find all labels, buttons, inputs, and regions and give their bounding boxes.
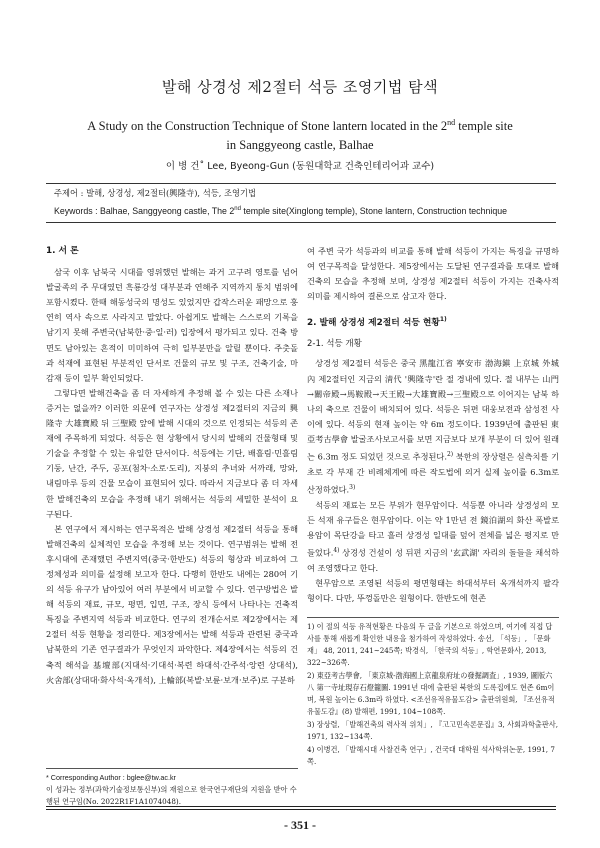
- paragraph: [307, 356, 559, 497]
- para-text: 북한의 장상렬은 실측치를 기초로 각 부재 간 비례체계에 따른 작도법에 의거 실제 높이를 6.3m로 산정하였다.: [307, 451, 559, 495]
- paragraph: [307, 498, 559, 576]
- subsection-heading-2-1: 2-1. 석등 개황: [307, 339, 362, 350]
- paragraph: 그렇다면 발해건축을 좀 더 자세하게 추정해 볼 수 있는 다른 소재나 증거는 없을까? 이러한 의문에 연구자는 상경성 제2절터의 지금의 興隆寺 大雄寶殿 뒤 三聖殿 앞에 발해 시대의 것으로 인정되는 석등의 존재에 주목하게 되었다. 석등은 현 상황에서 당시의 발해의 건물형태 및 기술을 추정할 수 있는 유일한 단서이다. 석등에는 기단, 배흘림·민흘림 기둥, 난간, 주두, 공포(첨차·소로·도리), 지붕의 추녀와 서까래, 망와, 내림마루 등의 건물 모습이 표현되어 있다. 따라서 지금보다 좀 더 자세한 발해건축의 모습을 추정해 내기 위해서는 석등의 세밀한 분석이 요구된다.: [46, 387, 298, 519]
- para-text: 상경성 건설이 성 뒤편 지금의 '玄武湖' 자리의 돌들을 채석하여 조영했다고 한다.: [307, 547, 559, 573]
- keywords-en-a: Keywords : Balhae, Sanggyeong castle, The 2: [54, 205, 235, 216]
- footer-rule: [46, 806, 556, 807]
- footnote-ref: 3): [349, 483, 356, 491]
- footnote-3: 3) 장상렬, 「발해건축의 력사적 위치」, 『고고민속론문집』3, 사회과학출판사, 1971, 132~134쪽.: [307, 720, 559, 741]
- paragraph: 여 주변 국가 석등과의 비교를 통해 발해 석등이 가지는 특징을 규명하여 연구목적을 달성한다. 제5장에서는 도달된 연구결과를 토대로 발해건축의 모습을 추정해 보며, 상경성 제2절터 석등이 가지는 건축사적 의미를 제시하여 결론으로 삼고자 한다.: [307, 246, 559, 302]
- section-heading-2: [307, 312, 559, 331]
- funding-note: 이 성과는 정부(과학기술정보통신부)의 재원으로 한국연구재단의 지원을 받아 수행된 연구임(No. 2022R1F1A1074048).: [46, 785, 297, 806]
- section-heading-intro: 1. 서 론: [46, 246, 79, 256]
- footnote-1: 1) 이 절의 석등 유적현황은 다음의 두 글을 기본으로 하였으며, 여기에 직접 답사를 통해 새롭게 확인한 내용을 첨가하여 작성하였다. 송선, 「석등」, 「문화재」 48, 2011, 241~245쪽; 박경식, 「한국의 석등」, 학연문화사, 2013, 322~326쪽.: [307, 622, 553, 667]
- title-en-line2: in Sanggyeong castle, Balhae: [226, 138, 374, 153]
- footnote-4: 4) 이병건, 「발해시대 사찰건축 연구」, 건국대 대학원 석사학위논문, 1991, 7쪽.: [307, 745, 555, 766]
- left-column: [46, 244, 298, 688]
- corresponding-author: * Corresponding Author : bglee@tw.ac.kr: [46, 773, 176, 782]
- footnote-2: 2) 東亞考古學會, 「東京城-渤海國上京龍泉府址の發掘調査」, 1939, 圖版六八 第一寺址現存石燈籠圖. 1991년 대에 출판된 북한의 도록집에도 현존 6m이며, 복원 높이는 6.3m라 하였다. <조선유적유물도감> 출판위원회, 『조선유적유물도감』(8) 발해편, 1991, 104~108쪽.: [307, 671, 555, 716]
- footnote-left: [46, 768, 298, 808]
- right-column: [307, 244, 559, 606]
- keywords-en-sup: nd: [234, 206, 241, 212]
- footnotes-right: [307, 617, 559, 769]
- footnote-ref: 2): [446, 451, 454, 459]
- section-2-title: 2. 발해 상경성 제2절터 석등 현황: [307, 318, 440, 329]
- title-en-sup: nd: [447, 118, 456, 127]
- title-en-line1-tail: temple site: [455, 119, 513, 134]
- para-text: 상경성 제2절터 석등은 중국 黑龍江省 寧安市 渤海鎭 上京城 外城 內 제2절터인 지금의 淸代 '興隆寺'란 절 경내에 있다. 절 내부는 山門→關帝殿→馬鞍殿→天王殿→大雄寶殿→三聖殿으로 이어지는 남북 하나의 축으로 건물이 배치되어 있다. 석등은 뒤편 대웅보전과 삼성전 사이에 있다. 석등의 현재 높이는 약 6m 정도이다. 1939년에 출판된 東亞考古學會 발굴조사보고서를 보면 지금보다 보개 부분이 더 있어 원래는 6.3m 정도 되었던 것으로 추정된다.: [307, 358, 559, 462]
- paragraph: 삼국 이후 남북국 시대를 영위했던 발해는 과거 고구려 영토를 넘어 발굴족의 주 무대였던 흑룡강성 대부분과 연해주 지역까지 통치 범위에 포함시켰다. 한때 해동성국의 명성도 있었지만 갑작스러운 패망으로 훙연히 역사 속으로 사라지고 말았다. 아쉽게도 발해는 스스로의 기록을 남기지 못해 주변국(남북한·중·일·러) 입장에서 평가되고 있다. 건축 방면도 남아있는 흔적이 미미하여 극히 일부분만을 알릴 뿐이다. 주춧돌과 석재에 표현된 부분적인 단서로 건물의 규모 및 구조, 건축기술, 마감재 등이 일부 확인되었다.: [46, 267, 298, 383]
- keywords-box: [46, 183, 556, 223]
- footer-rule-thin: [46, 809, 556, 810]
- paper-title-english: [70, 113, 530, 155]
- author-line: 이 병 건˚ Lee, Byeong-Gun (동원대학교 건축인테리어과 교수): [165, 161, 435, 172]
- paper-title-korean: 발해 상경성 제2절터 석등 조영기법 탐색: [161, 78, 439, 96]
- footnote-ref: 4): [333, 547, 340, 555]
- paragraph: 본 연구에서 제시하는 연구목적은 발해 상경성 제2절터 석등을 통해 발해건축의 실체적인 모습을 추정해 보는 것이다. 연구범위는 발해 전후시대에 존재했던 주변지역(중국·한반도) 석등의 형상과 비교하여 그 정체성과 의미를 설정해 보고자 한다. 다행히 한반도 내에는 280여 기의 석등 유구가 남아있어 여러 부분에서 비교할 수 있다. 연구방법은 발해 석등의 재료, 규모, 평면, 입면, 구조, 장식 등에서 나타나는 건축적 특징을 주변지역 석등과 비교한다. 연구의 전개순서로 제2장에서는 제2절터 석등 현황을 정리한다. 제3장에서는 발해 석등과 관련된 중국과 남북한의 기존 연구결과가 무엇인지 파악한다. 제4장에서는 석등의 건축적 해석을 基壇部(지대석·기대석·복련 하대석·간주석·앙련 상대석), 火舍部(상대대·화사석·옥개석), 上輪部(복발·보륜·보개·보주)로 구분하: [46, 523, 298, 685]
- paragraph: 현무암으로 조영된 석등의 평면형태는 하대석부터 옥개석까지 팔각형이다. 다만, 뚜껑돌만은 원형이다. 한반도에 현존: [307, 578, 559, 604]
- title-en-line1: A Study on the Construction Technique of Stone lantern located in the 2: [87, 119, 448, 134]
- page-number: - 351 -: [284, 818, 316, 832]
- para-text: 석등의 재료는 모든 부위가 현무암이다. 석등뿐 아니라 상경성의 모든 석재 유구들은 현무암이다. 이는 약 1만년 전 鏡泊湖의 화산 폭발로 용암이 목단강을 타고 흘러 상경성 일대를 덮어 전체를 넓은 평지로 만들었다.: [307, 499, 559, 558]
- keywords-en-b: temple site(Xinglong temple), Stone lantern, Construction technique: [240, 205, 507, 216]
- keywords-korean: 주제어 : 발해, 상경성, 제2절터(興隆寺), 석등, 조영기법: [54, 188, 257, 198]
- keywords-english: [54, 201, 548, 219]
- section-2-sup: 1): [439, 316, 447, 324]
